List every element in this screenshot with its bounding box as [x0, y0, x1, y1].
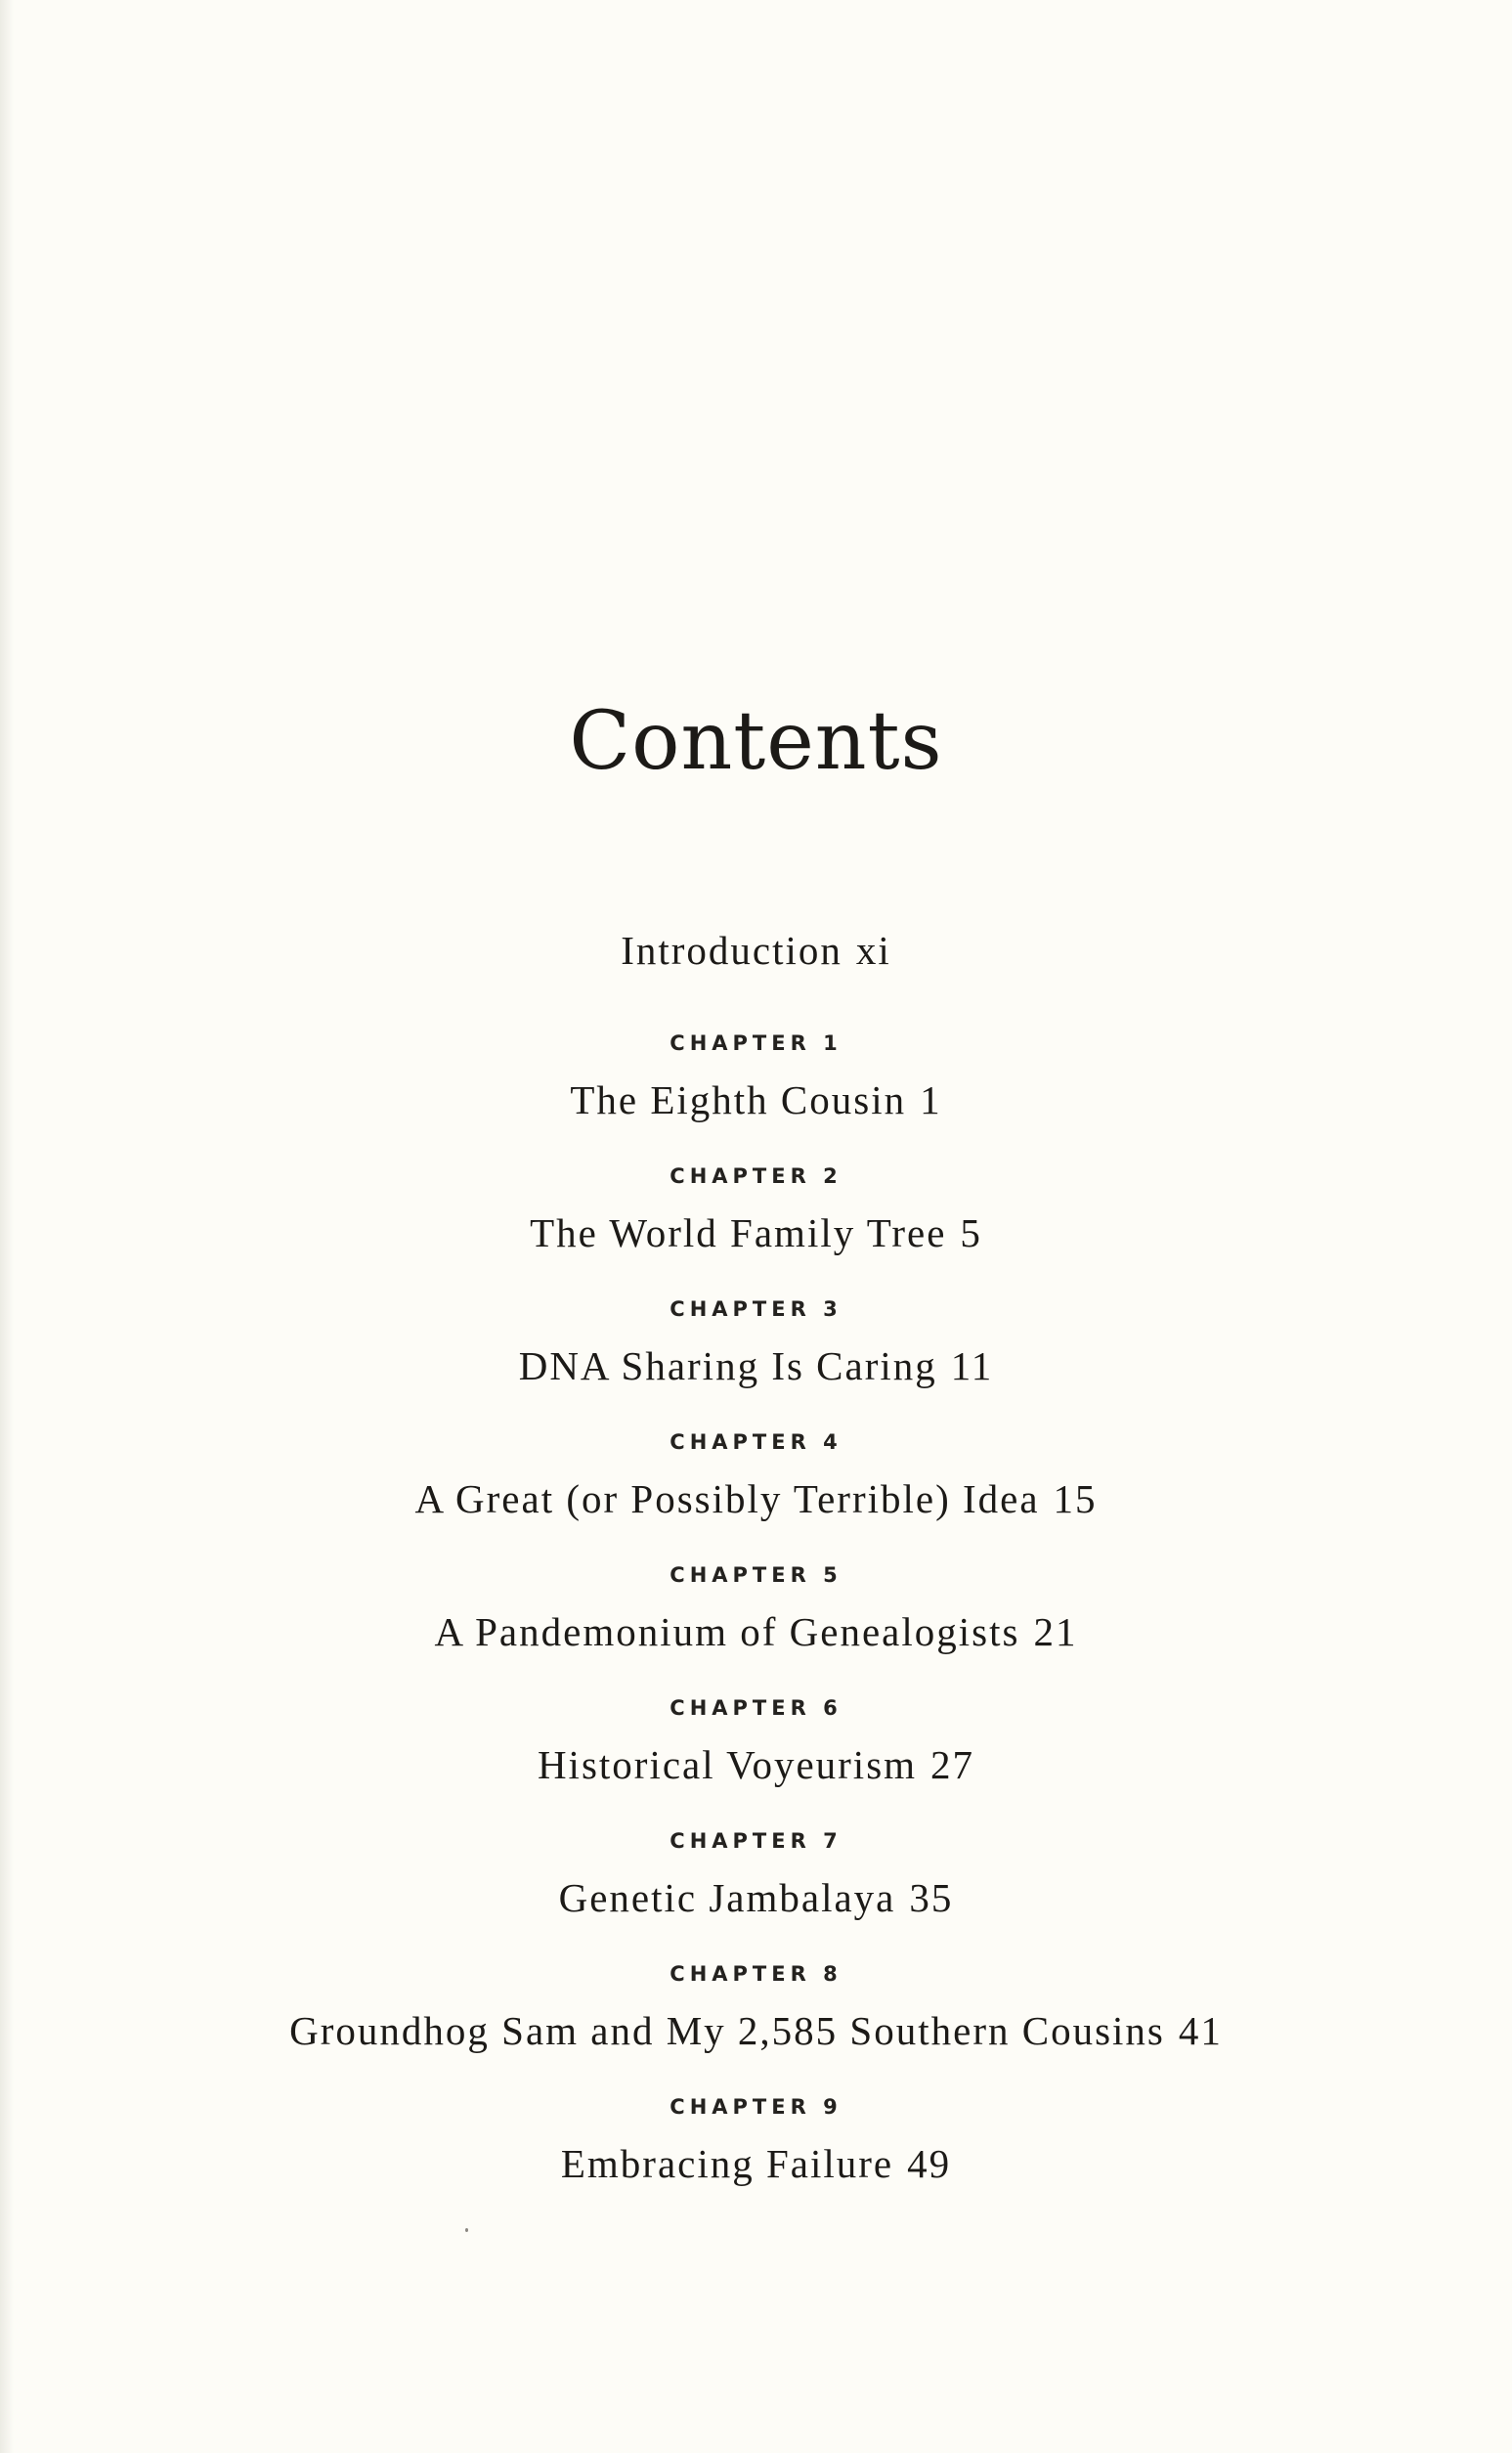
chapter-label: CHAPTER 2 — [670, 1164, 842, 1188]
chapter-page-number: 35 — [909, 1875, 954, 1920]
chapter-page-number: 27 — [930, 1742, 975, 1787]
chapter-label: CHAPTER 8 — [670, 1962, 842, 1986]
chapter-page-number: 41 — [1178, 2008, 1223, 2053]
chapter-page-number: 21 — [1033, 1609, 1078, 1654]
chapter-title: The World Family Tree — [530, 1210, 947, 1255]
toc-entry-chapter-4[interactable] — [0, 1432, 1512, 1519]
toc-entry-chapter-7[interactable] — [0, 1831, 1512, 1918]
chapter-title: DNA Sharing Is Caring — [518, 1343, 937, 1388]
page-title: Contents — [569, 695, 943, 788]
toc-entry-chapter-1[interactable] — [0, 1033, 1512, 1120]
chapter-page-number: 15 — [1053, 1476, 1098, 1521]
introduction-title: Introduction — [621, 928, 842, 973]
chapter-title: Groundhog Sam and My 2,585 Southern Cousins — [289, 2008, 1165, 2053]
toc-entry-chapter-2[interactable] — [0, 1166, 1512, 1253]
toc-entry-chapter-8[interactable] — [0, 1964, 1512, 2051]
paper-speck — [465, 2228, 468, 2232]
chapter-page-number: 49 — [907, 2141, 952, 2186]
chapter-title: Genetic Jambalaya — [558, 1875, 896, 1920]
chapter-title: Embracing Failure — [560, 2141, 894, 2186]
introduction-page-number: xi — [855, 928, 891, 973]
chapter-title: A Pandemonium of Genealogists — [434, 1609, 1020, 1654]
chapter-label: CHAPTER 7 — [670, 1829, 842, 1853]
toc-entry-chapter-5[interactable] — [0, 1565, 1512, 1652]
chapter-title: Historical Voyeurism — [537, 1742, 918, 1787]
chapter-label: CHAPTER 1 — [670, 1031, 842, 1055]
chapter-page-number: 5 — [960, 1210, 982, 1255]
chapter-page-number: 11 — [950, 1343, 994, 1388]
chapter-title: The Eighth Cousin — [570, 1077, 907, 1122]
toc-entry-chapter-6[interactable] — [0, 1698, 1512, 1785]
chapter-label: CHAPTER 6 — [670, 1696, 842, 1720]
toc-entry-chapter-9[interactable] — [0, 2097, 1512, 2184]
chapter-label: CHAPTER 5 — [670, 1563, 842, 1587]
toc-entry-chapter-3[interactable] — [0, 1299, 1512, 1386]
chapter-title: A Great (or Possibly Terrible) Idea — [414, 1476, 1040, 1521]
toc-entry-introduction[interactable] — [0, 928, 1512, 973]
chapter-label: CHAPTER 4 — [670, 1430, 842, 1454]
chapter-label: CHAPTER 9 — [670, 2095, 842, 2119]
chapter-page-number: 1 — [920, 1077, 942, 1122]
chapter-label: CHAPTER 3 — [670, 1297, 842, 1321]
